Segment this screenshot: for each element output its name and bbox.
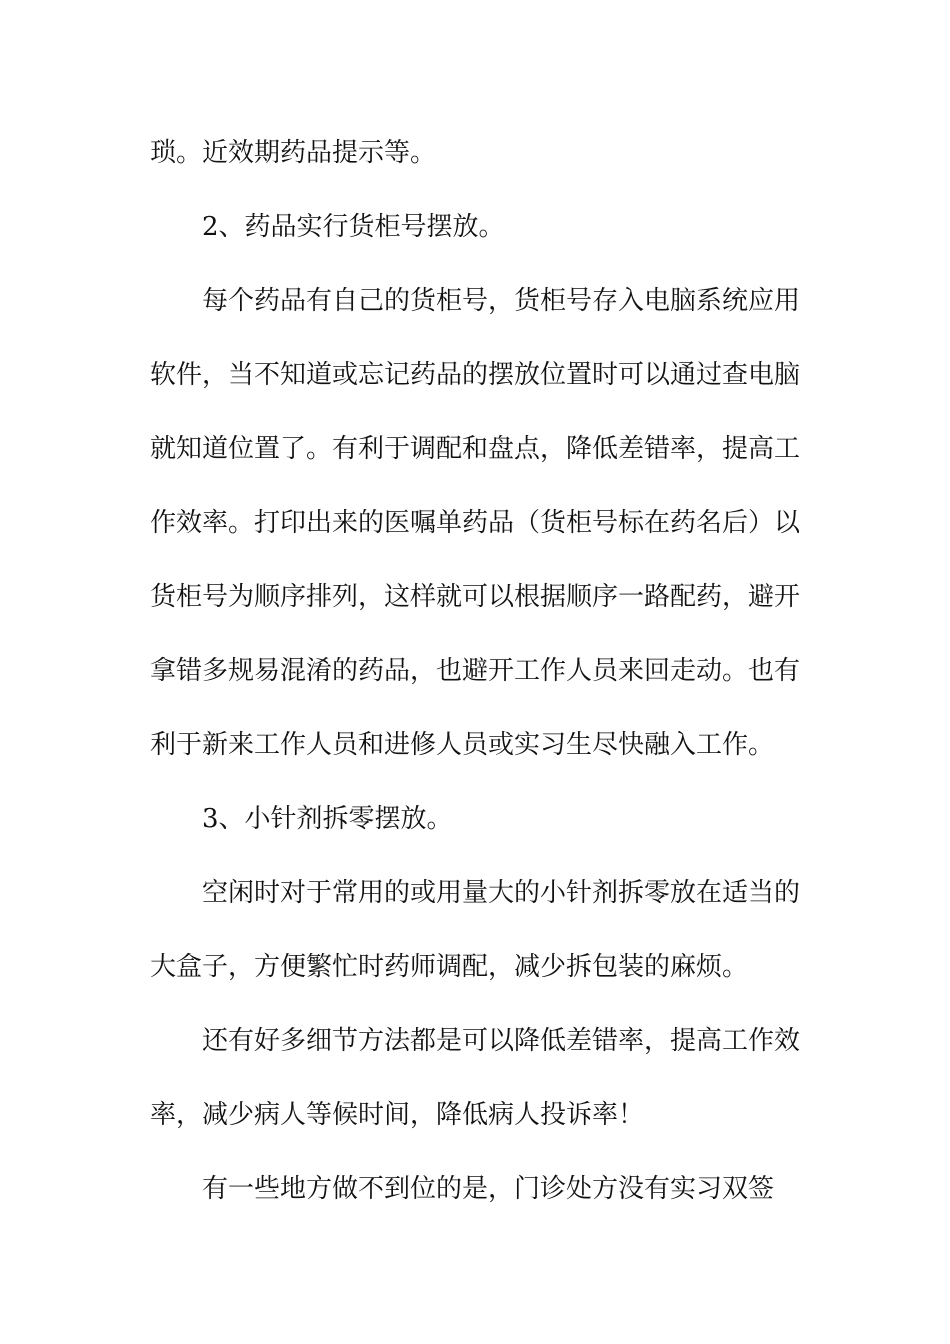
paragraph-line-10: 还有好多细节方法都是可以降低差错率，提高工作效 xyxy=(202,1026,801,1056)
paragraph-line-1: 每个药品有自己的货柜号，货柜号存入电脑系统应用 xyxy=(202,286,801,316)
section-heading-2: 2、药品实行货柜号摆放。 xyxy=(202,212,505,242)
paragraph-line-12: 有一些地方做不到位的是，门诊处方没有实习双签 xyxy=(202,1174,775,1204)
paragraph-line-3: 就知道位置了。有利于调配和盘点，降低差错率，提高工 xyxy=(150,434,801,464)
paragraph-line-6: 拿错多规易混淆的药品，也避开工作人员来回走动。也有 xyxy=(150,656,801,686)
paragraph-line-8: 空闲时对于常用的或用量大的小针剂拆零放在适当的 xyxy=(202,878,801,908)
section-heading-3: 3、小针剂拆零摆放。 xyxy=(202,804,453,834)
paragraph-line-4: 作效率。打印出来的医嘱单药品（货柜号标在药名后）以 xyxy=(150,508,801,538)
text-line-1: 琐。近效期药品提示等。 xyxy=(150,138,437,168)
paragraph-line-9: 大盒子，方便繁忙时药师调配，减少拆包装的麻烦。 xyxy=(150,952,749,982)
paragraph-line-5: 货柜号为顺序排列，这样就可以根据顺序一路配药，避开 xyxy=(150,582,801,612)
paragraph-line-11: 率，减少病人等候时间，降低病人投诉率！ xyxy=(150,1100,645,1130)
paragraph-line-2: 软件，当不知道或忘记药品的摆放位置时可以通过查电脑 xyxy=(150,360,801,390)
paragraph-line-7: 利于新来工作人员和进修人员或实习生尽快融入工作。 xyxy=(150,730,775,760)
